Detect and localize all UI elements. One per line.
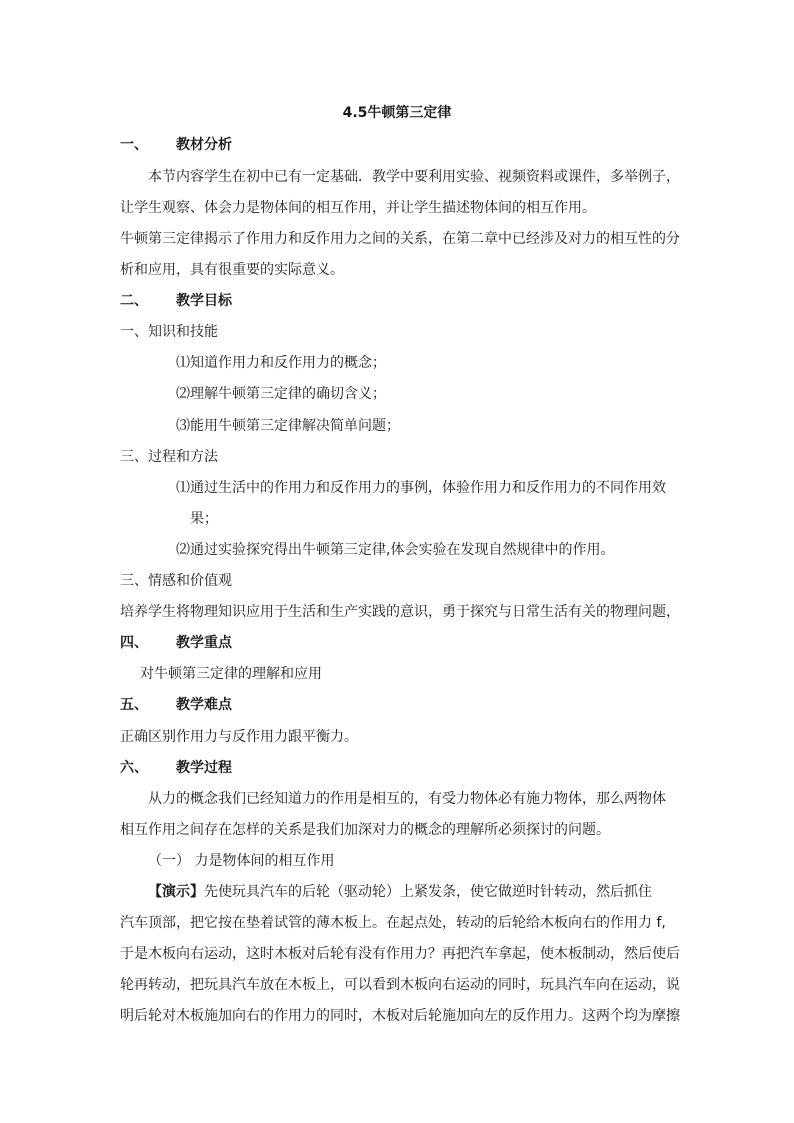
section-heading: 教学重点 <box>176 635 232 651</box>
section-heading: 教学过程 <box>176 760 232 776</box>
section-number: 二、 <box>120 293 148 309</box>
section-number: 一、 <box>120 137 148 153</box>
paragraph-line: 让学生观察、体会力是物体间的相互作用，并让学生描述物体间的相互作用。 <box>120 200 596 216</box>
list-item: ⑶能用牛顿第三定律解决简单问题； <box>176 418 400 434</box>
document-title: 4.5牛顿第三定律 <box>342 105 452 121</box>
section-heading: 教材分析 <box>176 137 232 153</box>
paragraph-line: 对牛顿第三定律的理解和应用 <box>140 666 322 682</box>
paragraph-line: 轮再转动，把玩具汽车放在木板上，可以看到木板向右运动的同时，玩具汽车向在运动，说 <box>120 977 680 993</box>
list-item: ⑵理解牛顿第三定律的确切含义； <box>176 386 386 402</box>
section-number: 六、 <box>120 760 148 776</box>
section-heading: 教学目标 <box>176 293 232 309</box>
paragraph-line: 牛顿第三定律揭示了作用力和反作用力之间的关系，在第二章中已经涉及对力的相互性的分 <box>120 231 680 247</box>
paragraph-line: 析和应用，具有很重要的实际意义。 <box>120 262 344 278</box>
paragraph-line: 明后轮对木板施加向右的作用力的同时，木板对后轮施加向左的反作用力。这两个均为摩擦 <box>120 1008 680 1024</box>
list-item: ⑵通过实验探究得出牛顿第三定律,体会实验在发现自然规律中的作用。 <box>176 542 615 558</box>
section-heading: 教学难点 <box>176 697 232 713</box>
paragraph-line <box>148 882 652 902</box>
paragraph-line: 本节内容学生在初中已有一定基础．教学中要利用实验、视频资料或课件，多举例子， <box>148 169 680 185</box>
subsection-heading: 三、过程和方法 <box>120 449 218 465</box>
list-item-continuation: 果； <box>190 511 218 527</box>
paragraph-line: 培养学生将物理知识应用于生活和生产实践的意识，勇于探究与日常生活有关的物理问题， <box>120 604 680 620</box>
list-item: ⑴通过生活中的作用力和反作用力的事例，体验作用力和反作用力的不同作用效 <box>176 480 666 496</box>
section-number: 五、 <box>120 697 148 713</box>
demo-tag: 【演示】 <box>148 884 204 900</box>
list-item: ⑴知道作用力和反作用力的概念； <box>176 355 386 371</box>
subsection-heading: （一） 力是物体间的相互作用 <box>148 853 335 869</box>
paragraph-line: 汽车顶部，把它按在垫着试管的薄木板上。在起点处，转动的后轮给木板向右的作用力 f, <box>120 915 666 931</box>
paragraph-line: 从力的概念我们已经知道力的作用是相互的，有受力物体必有施力物体，那么两物体 <box>148 791 666 807</box>
paragraph-line: 相互作用之间存在怎样的关系是我们加深对力的概念的理解所必须探讨的问题。 <box>120 822 610 838</box>
subsection-heading: 一、知识和技能 <box>120 324 218 340</box>
demo-text: 先使玩具汽车的后轮（驱动轮）上紧发条，使它做逆时针转动，然后抓住 <box>204 884 652 900</box>
section-number: 四、 <box>120 635 148 651</box>
paragraph-line: 正确区别作用力与反作用力跟平衡力。 <box>120 729 358 745</box>
paragraph-line: 于是木板向右运动，这时木板对后轮有没有作用力？再把汽车拿起，使木板制动，然后使后 <box>120 946 680 962</box>
subsection-heading: 三、情感和价值观 <box>120 573 232 589</box>
